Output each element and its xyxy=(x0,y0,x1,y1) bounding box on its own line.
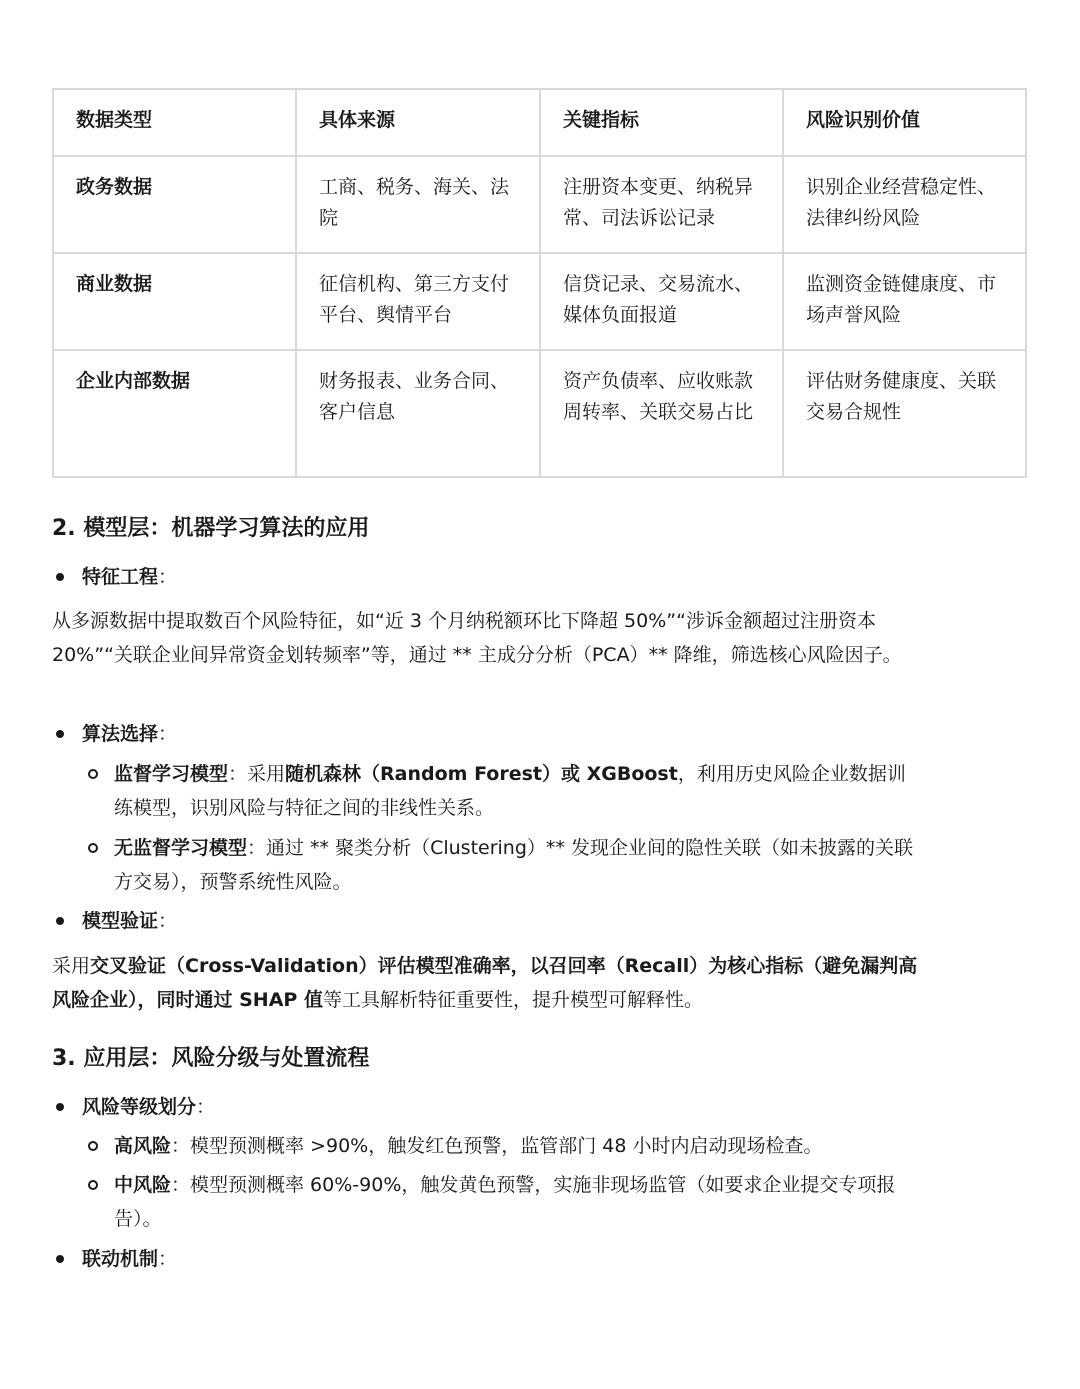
paragraph xyxy=(52,949,922,1017)
bullet-colon: ： xyxy=(196,1096,216,1118)
bullet-colon: ： xyxy=(158,1248,178,1270)
table-header-row xyxy=(53,89,1026,156)
bullet-label: 特征工程 xyxy=(82,566,159,588)
bullet-label: 模型验证 xyxy=(82,910,159,932)
table-cell: 注册资本变更、纳税异常、司法诉讼记录 xyxy=(540,156,783,253)
section-heading: 3. 应用层：风险分级与处置流程 xyxy=(52,1046,370,1071)
sub-bullet-label: 监督学习模型 xyxy=(114,763,229,785)
bullet-icon xyxy=(56,1255,64,1263)
sub-bullet-label: 中风险 xyxy=(114,1174,172,1196)
sub-bullet-icon xyxy=(88,1141,98,1151)
table-cell: 政务数据 xyxy=(53,156,296,253)
table-cell: 企业内部数据 xyxy=(53,350,296,477)
bullet-label: 联动机制 xyxy=(82,1248,159,1270)
sub-bullet-icon xyxy=(88,1180,98,1190)
bullet-icon xyxy=(56,730,64,738)
list-item xyxy=(52,904,932,938)
sub-bullet-text: ：通过 ** 聚类分析（Clustering）** 发现企业间的隐性关联（如未披露的关联方交易），预警系统性风险。 xyxy=(114,837,913,893)
table-row xyxy=(53,253,1026,350)
section-heading: 2. 模型层：机器学习算法的应用 xyxy=(52,516,370,541)
list-item xyxy=(52,1242,932,1276)
bullet-icon xyxy=(56,917,64,925)
table-cell: 信贷记录、交易流水、媒体负面报道 xyxy=(540,253,783,350)
table-header-cell: 具体来源 xyxy=(296,89,540,156)
sub-bullet-emphasis: 随机森林（Random Forest）或 XGBoost xyxy=(285,763,678,785)
sub-bullet-label: 高风险 xyxy=(114,1135,172,1157)
sub-bullet-text: ：采用 xyxy=(228,763,286,785)
paragraph: 从多源数据中提取数百个风险特征，如“近 3 个月纳税额环比下降超 50%”“涉诉金额超过注册资本 20%”“关联企业间异常资金划转频率”等，通过 ** 主成分分析（PCA）** 降维，筛选核心风险因子。 xyxy=(52,610,902,666)
bullet-icon xyxy=(56,1103,64,1111)
list-item xyxy=(52,560,932,594)
bullet-colon: ： xyxy=(158,910,178,932)
table-cell: 征信机构、第三方支付平台、舆情平台 xyxy=(296,253,540,350)
bullet-label: 算法选择 xyxy=(82,723,159,745)
table-header-cell: 关键指标 xyxy=(540,89,783,156)
table-cell: 识别企业经营稳定性、法律纠纷风险 xyxy=(783,156,1026,253)
table-header-cell: 数据类型 xyxy=(53,89,296,156)
sub-bullet-icon xyxy=(88,843,98,853)
bullet-label: 风险等级划分 xyxy=(82,1096,197,1118)
list-item xyxy=(52,717,932,751)
table-cell: 评估财务健康度、关联交易合规性 xyxy=(783,350,1026,477)
sub-bullet-text: ：模型预测概率 >90%，触发红色预警，监管部门 48 小时内启动现场检查。 xyxy=(171,1135,823,1157)
data-source-table xyxy=(52,88,1027,478)
sub-list-item xyxy=(84,1129,924,1163)
sub-list-item xyxy=(84,757,924,825)
paragraph-text: 等工具解析特征重要性，提升模型可解释性。 xyxy=(322,989,703,1011)
table-cell: 商业数据 xyxy=(53,253,296,350)
sub-bullet-icon xyxy=(88,769,98,779)
sub-list-item xyxy=(84,1168,924,1236)
sub-bullet-text: ：模型预测概率 60%-90%，触发黄色预警，实施非现场监管（如要求企业提交专项报告）。 xyxy=(114,1174,896,1230)
table-header-cell: 风险识别价值 xyxy=(783,89,1026,156)
sub-bullet-label: 无监督学习模型 xyxy=(114,837,248,859)
list-item xyxy=(52,1090,932,1124)
sub-bullet-text: ，利用历史风险企业数据训练模型，识别风险与特征之间的非线性关系。 xyxy=(114,763,906,819)
paragraph-emphasis: 交叉验证（Cross-Validation）评估模型准确率，以召回率（Recall）为核心指标（避免漏判高风险企业），同时通过 SHAP 值 xyxy=(52,955,918,1011)
table-cell: 财务报表、业务合同、客户信息 xyxy=(296,350,540,477)
table-row xyxy=(53,156,1026,253)
paragraph-text: 采用 xyxy=(52,955,91,977)
table-row xyxy=(53,350,1026,477)
bullet-icon xyxy=(56,573,64,581)
table-cell: 工商、税务、海关、法院 xyxy=(296,156,540,253)
table-cell: 监测资金链健康度、市场声誉风险 xyxy=(783,253,1026,350)
bullet-colon: ： xyxy=(158,566,178,588)
bullet-colon: ： xyxy=(158,723,178,745)
table-cell: 资产负债率、应收账款周转率、关联交易占比 xyxy=(540,350,783,477)
sub-list-item xyxy=(84,831,924,899)
